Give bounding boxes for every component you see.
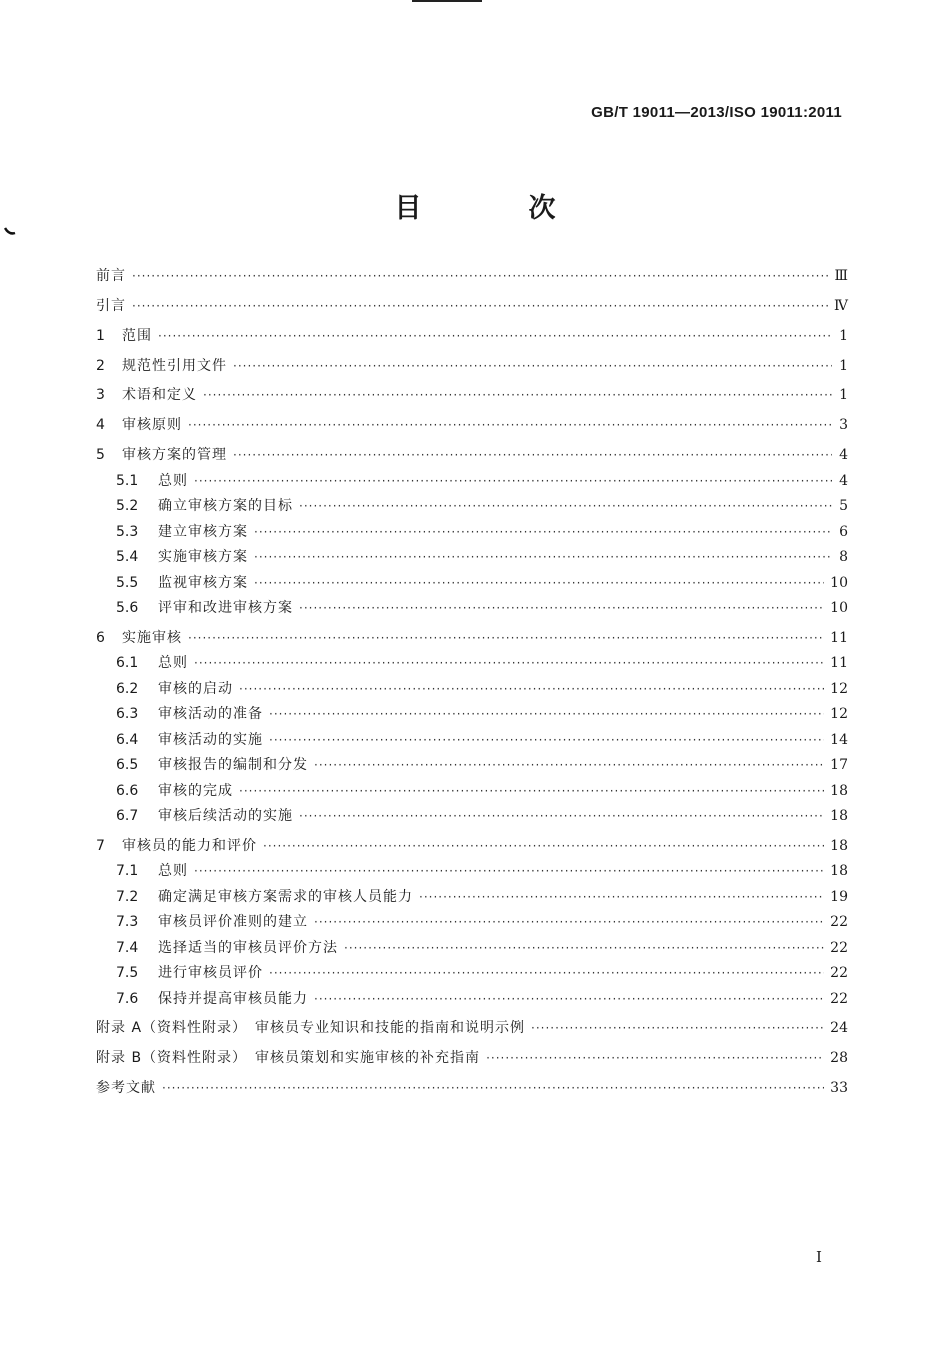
toc-entry-number: 5.4 <box>116 549 139 565</box>
toc-entry-number: 7.5 <box>116 965 139 981</box>
toc-entry-page: 1 <box>839 387 848 403</box>
toc-entry-label: 总则 <box>158 655 188 671</box>
toc-entry-label: 审核方案的管理 <box>122 447 227 463</box>
toc-entry[interactable] <box>96 1017 848 1039</box>
toc-entry-label: 总则 <box>158 863 188 879</box>
dot-leader <box>132 265 828 287</box>
dot-leader <box>314 988 824 1010</box>
toc-entry-page: 5 <box>839 498 848 514</box>
toc-entry[interactable] <box>116 703 848 725</box>
toc-entry-label: 前言 <box>96 268 126 284</box>
toc-entry-label: 审核活动的准备 <box>158 706 263 722</box>
toc-entry-label: 参考文献 <box>96 1080 156 1096</box>
toc-entry-page: 4 <box>839 473 848 489</box>
toc-entry-label: 审核活动的实施 <box>158 732 263 748</box>
toc-entry-page: 22 <box>830 965 848 981</box>
toc-entry[interactable] <box>116 546 848 568</box>
toc-entry-page: 1 <box>839 328 848 344</box>
toc-entry[interactable] <box>96 414 848 436</box>
toc-entry-page: 18 <box>830 838 848 854</box>
toc-entry-label: 附录 B（资料性附录） 审核员策划和实施审核的补充指南 <box>96 1050 481 1066</box>
toc-entry-number: 6.4 <box>116 732 139 748</box>
toc-entry[interactable] <box>116 860 848 882</box>
toc-entry[interactable] <box>116 780 848 802</box>
toc-entry[interactable] <box>116 597 848 619</box>
dot-leader <box>254 572 824 594</box>
toc-entry-label: 审核的启动 <box>158 681 233 697</box>
toc-entry[interactable] <box>96 355 848 377</box>
toc-entry-number: 6.1 <box>116 655 139 671</box>
toc-entry-number: 6.5 <box>116 757 139 773</box>
dot-leader <box>299 805 824 827</box>
toc-entry-page: 17 <box>830 757 848 773</box>
toc-entry[interactable] <box>96 295 848 317</box>
toc-entry-label: 范围 <box>122 328 152 344</box>
toc-entry-number: 5.2 <box>116 498 139 514</box>
toc-entry-label: 实施审核方案 <box>158 549 248 565</box>
toc-entry[interactable] <box>96 1077 848 1099</box>
toc-entry[interactable] <box>116 988 848 1010</box>
dot-leader <box>194 652 824 674</box>
dot-leader <box>254 546 832 568</box>
dot-leader <box>194 860 824 882</box>
toc-entry-number: 5 <box>96 447 105 463</box>
dot-leader <box>254 521 832 543</box>
toc-entry[interactable] <box>96 384 848 406</box>
toc-entry-label: 审核员的能力和评价 <box>122 838 257 854</box>
toc-entry-label: 审核报告的编制和分发 <box>158 757 308 773</box>
scan-mark-icon <box>4 226 16 236</box>
dot-leader <box>239 678 824 700</box>
toc-entry-number: 7.3 <box>116 914 139 930</box>
toc-entry[interactable] <box>116 805 848 827</box>
toc-entry[interactable] <box>116 754 848 776</box>
toc-entry-number: 5.1 <box>116 473 139 489</box>
dot-leader <box>531 1017 824 1039</box>
toc-entry-page: 18 <box>830 783 848 799</box>
dot-leader <box>194 470 832 492</box>
toc-entry[interactable] <box>116 962 848 984</box>
toc-entry-page: 10 <box>830 600 848 616</box>
toc-entry-label: 术语和定义 <box>122 387 197 403</box>
dot-leader <box>344 937 824 959</box>
toc-entry-number: 6.6 <box>116 783 139 799</box>
toc-entry-number: 6.2 <box>116 681 139 697</box>
toc-entry-number: 6.7 <box>116 808 139 824</box>
toc-entry-label: 建立审核方案 <box>158 524 248 540</box>
toc-entry-number: 6.3 <box>116 706 139 722</box>
toc-entry[interactable] <box>116 572 848 594</box>
toc-entry[interactable] <box>116 521 848 543</box>
dot-leader <box>132 295 828 317</box>
toc-entry-page: 33 <box>830 1080 848 1096</box>
toc-entry-page: 10 <box>830 575 848 591</box>
toc-entry-page: 24 <box>830 1020 848 1036</box>
toc-entry[interactable] <box>116 652 848 674</box>
toc-entry[interactable] <box>116 678 848 700</box>
toc-entry-label: 审核的完成 <box>158 783 233 799</box>
toc-entry-page: 22 <box>830 991 848 1007</box>
toc-entry[interactable] <box>116 911 848 933</box>
dot-leader <box>188 414 832 436</box>
dot-leader <box>314 911 824 933</box>
toc-entry-label: 评审和改进审核方案 <box>158 600 293 616</box>
dot-leader <box>419 886 824 908</box>
dot-leader <box>299 597 824 619</box>
toc-entry-page: 22 <box>830 940 848 956</box>
toc-entry-number: 3 <box>96 387 105 403</box>
toc-entry-label: 审核员评价准则的建立 <box>158 914 308 930</box>
toc-entry-number: 4 <box>96 417 105 433</box>
toc-entry-label: 实施审核 <box>122 630 182 646</box>
dot-leader <box>269 703 824 725</box>
toc-entry-number: 7.2 <box>116 889 139 905</box>
toc-entry[interactable] <box>96 325 848 347</box>
toc-entry-page: 22 <box>830 914 848 930</box>
toc-entry-label: 进行审核员评价 <box>158 965 263 981</box>
toc-entry-page: 28 <box>830 1050 848 1066</box>
top-rule <box>412 0 482 2</box>
toc-entry-label: 选择适当的审核员评价方法 <box>158 940 338 956</box>
dot-leader <box>486 1047 824 1069</box>
dot-leader <box>233 444 832 466</box>
toc-entry-page: 14 <box>830 732 848 748</box>
dot-leader <box>263 835 824 857</box>
toc-entry-label: 规范性引用文件 <box>122 358 227 374</box>
toc-entry-page: 18 <box>830 808 848 824</box>
page-title: 目 次 <box>394 193 596 224</box>
toc-entry-label: 监视审核方案 <box>158 575 248 591</box>
toc-entry-number: 7.1 <box>116 863 139 879</box>
toc-entry-page: 11 <box>830 630 848 646</box>
toc-entry-label: 总则 <box>158 473 188 489</box>
toc-entry-page: Ⅳ <box>834 298 848 314</box>
dot-leader <box>188 627 824 649</box>
toc-entry-label: 引言 <box>96 298 126 314</box>
toc-entry-label: 附录 A（资料性附录） 审核员专业知识和技能的指南和说明示例 <box>96 1020 526 1036</box>
toc-entry[interactable] <box>96 835 848 857</box>
toc-entry-number: 5.5 <box>116 575 139 591</box>
toc-entry[interactable] <box>96 265 848 287</box>
toc-entry-page: 12 <box>830 706 848 722</box>
dot-leader <box>162 1077 824 1099</box>
toc-entry-page: 6 <box>839 524 848 540</box>
toc-entry-label: 确定满足审核方案需求的审核人员能力 <box>158 889 413 905</box>
toc-entry[interactable] <box>116 886 848 908</box>
toc-entry-number: 2 <box>96 358 105 374</box>
toc-entry-page: Ⅲ <box>834 268 848 284</box>
dot-leader <box>233 355 832 377</box>
toc-entry-number: 7 <box>96 838 105 854</box>
toc-entry[interactable] <box>96 1047 848 1069</box>
dot-leader <box>314 754 824 776</box>
toc-entry-page: 12 <box>830 681 848 697</box>
toc-entry[interactable] <box>116 937 848 959</box>
toc-entry-number: 7.4 <box>116 940 139 956</box>
toc-entry-number: 5.6 <box>116 600 139 616</box>
toc-entry-number: 6 <box>96 630 105 646</box>
toc-entry-page: 19 <box>830 889 848 905</box>
toc-entry-label: 确立审核方案的目标 <box>158 498 293 514</box>
toc-entry-page: 8 <box>839 549 848 565</box>
toc-entry[interactable] <box>116 495 848 517</box>
toc-entry-label: 审核原则 <box>122 417 182 433</box>
dot-leader <box>239 780 824 802</box>
toc-entry-page: 3 <box>839 417 848 433</box>
toc-entry-page: 4 <box>839 447 848 463</box>
toc-entry[interactable] <box>96 627 848 649</box>
toc-entry-number: 5.3 <box>116 524 139 540</box>
toc-entry-label: 审核后续活动的实施 <box>158 808 293 824</box>
toc-entry[interactable] <box>96 444 848 466</box>
dot-leader <box>269 962 824 984</box>
toc-entry[interactable] <box>116 729 848 751</box>
toc-entry-number: 1 <box>96 328 105 344</box>
standard-code: GB/T 19011—2013/ISO 19011:2011 <box>591 104 842 121</box>
dot-leader <box>158 325 832 347</box>
toc-entry-label: 保持并提高审核员能力 <box>158 991 308 1007</box>
toc-entry-page: 11 <box>830 655 848 671</box>
dot-leader <box>203 384 832 406</box>
toc-entry[interactable] <box>116 470 848 492</box>
toc-entry-number: 7.6 <box>116 991 139 1007</box>
dot-leader <box>269 729 824 751</box>
page-number: I <box>816 1248 822 1266</box>
dot-leader <box>299 495 832 517</box>
toc-entry-page: 1 <box>839 358 848 374</box>
toc-entry-page: 18 <box>830 863 848 879</box>
